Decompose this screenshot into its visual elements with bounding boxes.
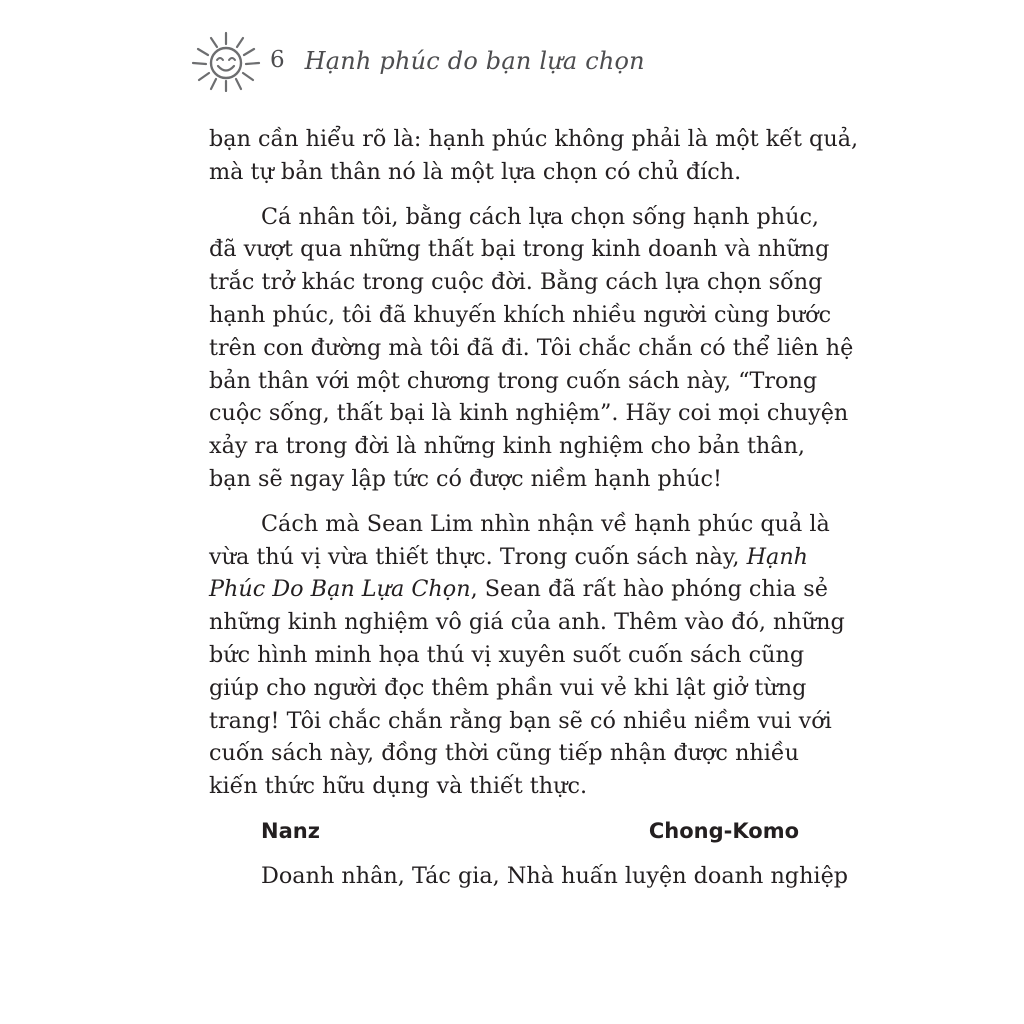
text-line: bạn sẽ ngay lập tức có được niềm hạnh phúc! <box>209 465 723 492</box>
book-title: Hạnh <box>746 543 809 570</box>
text-line: cuốn sách này, đồng thời cũng tiếp nhận được nhiều <box>209 740 799 767</box>
text-line: đã vượt qua những thất bại trong kinh doanh và những <box>209 236 830 263</box>
paragraph-2 <box>209 201 854 496</box>
running-title: Hạnh phúc do bạn lựa chọn <box>304 47 645 75</box>
signature-role: Doanh nhân, Tác gia, Nhà huấn luyện doanh nghiệp <box>261 862 849 889</box>
text-line: bản thân với một chương trong cuốn sách này, “Trong <box>209 367 818 394</box>
text-line: bức hình minh họa thú vị xuyên suốt cuốn sách cũng <box>209 641 805 668</box>
text-line <box>209 541 809 574</box>
text-line: cuộc sống, thất bại là kinh nghiệm”. Hãy coi mọi chuyện <box>209 400 849 427</box>
signature-name: Nanz Chong-Komo <box>261 818 799 843</box>
paragraph-1 <box>209 123 859 189</box>
paragraph-3 <box>209 508 845 803</box>
text-line: trắc trở khác trong cuộc đời. Bằng cách lựa chọn sống <box>209 269 823 296</box>
text-line: kiến thức hữu dụng và thiết thực. <box>209 773 588 800</box>
text-line: trang! Tôi chắc chắn rằng bạn sẽ có nhiều niềm vui với <box>209 707 832 734</box>
text-line: hạnh phúc, tôi đã khuyến khích nhiều người cùng bước <box>209 301 832 328</box>
text-line: trên con đường mà tôi đã đi. Tôi chắc chắn có thể liên hệ <box>209 334 854 361</box>
text-line: những kinh nghiệm vô giá của anh. Thêm vào đó, những <box>209 609 845 636</box>
text-line: giúp cho người đọc thêm phần vui vẻ khi lật giở từng <box>209 674 807 701</box>
text-line: xảy ra trong đời là những kinh nghiệm cho bản thân, <box>209 433 806 460</box>
text-segment: , Sean đã rất hào phóng chia sẻ <box>470 576 828 603</box>
page-number: 6 <box>270 46 285 73</box>
smiling-sun-icon <box>190 30 262 92</box>
page-body <box>209 123 859 893</box>
text-line: mà tự bản thân nó là một lựa chọn có chủ đích. <box>209 158 742 185</box>
text-line <box>209 573 828 606</box>
page-header <box>190 30 830 92</box>
book-title: Phúc Do Bạn Lựa Chọn <box>209 576 471 603</box>
text-segment: vừa thú vị vừa thiết thực. Trong cuốn sách này, <box>209 543 747 570</box>
text-line: Cá nhân tôi, bằng cách lựa chọn sống hạnh phúc, <box>261 203 820 230</box>
text-line: Cách mà Sean Lim nhìn nhận về hạnh phúc quả là <box>261 510 830 537</box>
text-line: bạn cần hiểu rõ là: hạnh phúc không phải là một kết quả, <box>209 126 859 152</box>
